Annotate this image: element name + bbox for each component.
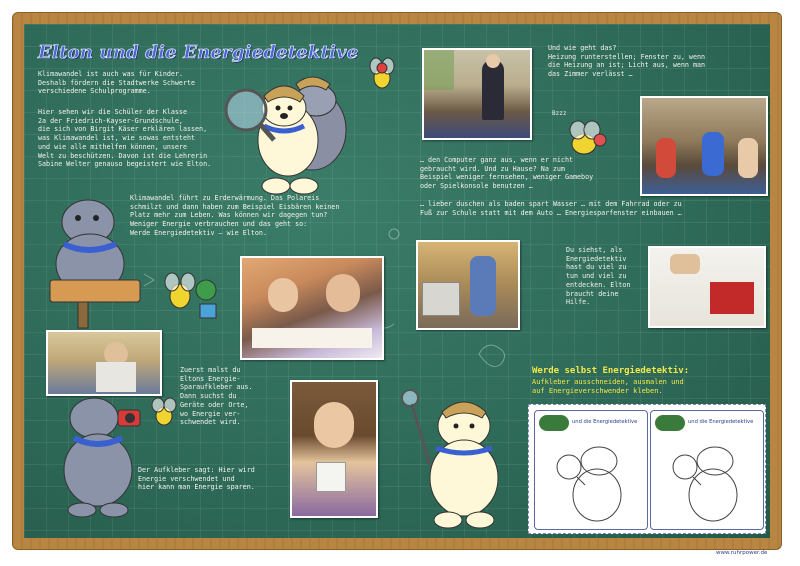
cta-title: Werde selbst Energiedetektiv: [532, 366, 690, 376]
how-text: Und wie geht das? Heizung runterstellen; Fenster zu, wenn die Heizung an ist; Licht aus, wenn man das Zimmer verlässt … [548, 44, 706, 79]
sticker-card-left[interactable] [534, 410, 648, 530]
intro-text: Klimawandel ist auch was für Kinder. Deshalb fördern die Stadtwerke Schwerte verschiedene Schulprogramme. [38, 70, 196, 96]
cta-instructions: Aufkleber ausschneiden, ausmalen und auf Energieverschwender kleben. [532, 378, 684, 395]
sticker-header: und die Energiedetektive [539, 415, 643, 433]
photo-girl-sticker [290, 380, 378, 518]
bee-icon [362, 54, 402, 94]
sticker-header: und die Energiedetektive [655, 415, 759, 433]
paint-sticker-text: Zuerst malst du Eltons Energie- Sparaufkleber aus. Dann suchst du Geräte oder Orte, wo Energie ver- schwendet wird. [180, 366, 253, 427]
bee-icon-small [144, 392, 184, 432]
shower-text: … lieber duschen als baden spart Wasser … mit dem Fahrrad oder zu Fuß zur Schule statt mit dem Auto … Energiesparfenster einbauen … [420, 200, 682, 217]
detective-help-text: Du siehst, als Energiedetektiv hast du viel zu tun und viel zu entdecken. Elton braucht deine Hilfe. [566, 246, 631, 307]
outline-bear-icon [549, 437, 635, 525]
elton-detective-illustration [204, 54, 364, 214]
bee-with-plug-icon [150, 264, 230, 324]
photo-boys-computer [416, 240, 520, 330]
bzzz-label: Bzzz [552, 110, 567, 117]
polar-bear-illustration [384, 382, 524, 532]
climate-text: Klimawandel führt zu Erderwärmung. Das Polareis schmilzt und dann haben zum Beispiel Eisbären keinen Platz mehr zum Leben. Was können wir dagegen tun? Weniger Energie verbrauchen und das geht so: Werde Energiedetektiv – wie Elton. [130, 194, 340, 237]
website-url[interactable]: www.ruhrpower.de [716, 550, 768, 556]
photo-girls-drawing [240, 256, 384, 360]
computer-text: … den Computer ganz aus, wenn er nicht gebraucht wird. Und zu Hause? Na zum Beispiel weniger fernsehen, weniger Gameboy oder Spielkonsole benutzen … [420, 156, 594, 191]
photo-classroom-children [640, 96, 768, 196]
photo-boy-table [46, 330, 162, 396]
sticker-card-right[interactable] [650, 410, 764, 530]
photo-classroom-teacher [422, 48, 532, 140]
page-title: Elton und die Energiedetektive [38, 42, 359, 63]
class-text: Hier sehen wir die Schüler der Klasse 2a der Friedrich-Kayser-Grundschule, die sich von Birgit Käser erklären lassen, was Klimawandel ist, wie sowas entsteht und wie alle mithelfen können, unsere Welt zu beschützen. Davon ist die Lehrerin Sabine Welter genauso begeistert wie Elton. [38, 108, 212, 169]
photo-window-house [648, 246, 766, 328]
elton-logo-icon [655, 415, 685, 431]
elton-logo-icon [539, 415, 569, 431]
outline-bear-icon [665, 437, 751, 525]
sticker-says-text: Der Aufkleber sagt: Hier wird Energie verschwendet und hier kann man Energie sparen. [138, 466, 255, 492]
